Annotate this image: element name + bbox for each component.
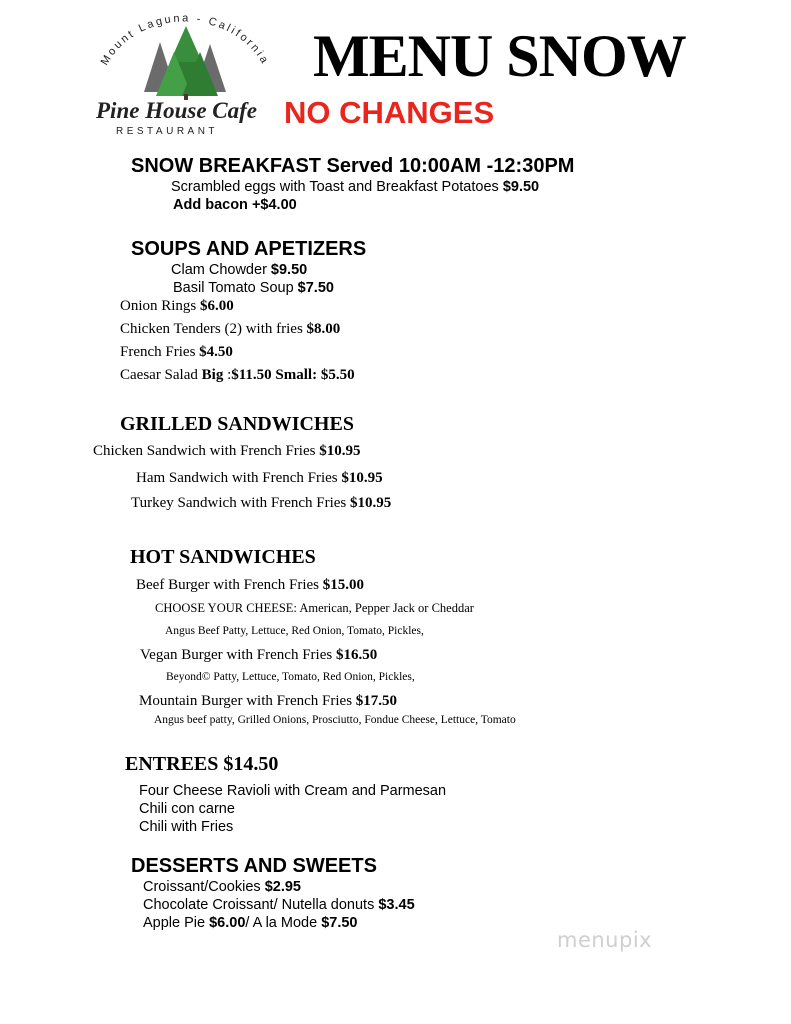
item-note: Angus Beef Patty, Lettuce, Red Onion, Tomato, Pickles, <box>165 625 424 637</box>
item-price: $10.95 <box>319 443 361 459</box>
menu-item <box>143 879 301 895</box>
item-name: Beef Burger with French Fries <box>136 577 323 593</box>
item-name: Onion Rings <box>120 298 201 314</box>
item-price: $6.00 <box>209 915 246 931</box>
section-heading-breakfast: SNOW BREAKFAST Served 10:00AM -12:30PM <box>131 155 575 177</box>
item-note: Angus beef patty, Grilled Onions, Prosciutto, Fondue Cheese, Lettuce, Tomato <box>154 714 516 726</box>
page-title: MENU SNOW <box>313 23 686 89</box>
item-price: $9.50 <box>502 179 540 195</box>
item-note: CHOOSE YOUR CHEESE: American, Pepper Jack or Cheddar <box>155 601 474 615</box>
item-name: French Fries <box>120 344 200 360</box>
item-name: Croissant/Cookies <box>143 879 265 895</box>
menu-item <box>120 298 234 315</box>
menu-item <box>120 321 340 338</box>
section-heading-desserts: DESSERTS AND SWEETS <box>131 855 377 877</box>
item-note: Beyond© Patty, Lettuce, Tomato, Red Onion, Pickles, <box>166 671 415 683</box>
item-price: $10.95 <box>350 495 392 511</box>
logo-subtitle: RESTAURANT <box>116 126 219 137</box>
item-price: $6.00 <box>200 298 234 314</box>
item-name: Turkey Sandwich with French Fries <box>131 495 351 511</box>
item-name: Chocolate Croissant/ Nutella donuts <box>143 897 379 913</box>
item-name: Caesar Salad <box>120 367 202 383</box>
item-separator: : <box>223 367 232 383</box>
restaurant-logo <box>82 12 282 142</box>
menu-item <box>143 897 415 913</box>
menu-item: Chili con carne <box>139 801 235 817</box>
logo-arc-text: Mount Laguna - California <box>98 12 272 68</box>
section-heading-soups: SOUPS AND APETIZERS <box>131 238 367 260</box>
item-price: $2.95 <box>264 879 301 895</box>
menu-item <box>173 197 297 213</box>
menu-item <box>120 344 233 361</box>
item-size-label: Big <box>201 367 224 383</box>
item-addon: Add bacon +$4.00 <box>173 197 297 213</box>
menu-item <box>171 179 539 195</box>
section-heading-entrees: ENTREES $14.50 <box>125 753 279 775</box>
item-price: $7.50 <box>321 915 358 931</box>
menu-item: Four Cheese Ravioli with Cream and Parmesan <box>139 783 447 799</box>
logo-name: Pine House Cafe <box>96 98 257 123</box>
menu-item <box>140 647 377 664</box>
menu-item <box>136 577 364 594</box>
section-heading-hot: HOT SANDWICHES <box>130 546 316 568</box>
section-heading-grilled: GRILLED SANDWICHES <box>120 413 354 435</box>
item-price: $11.50 Small: $5.50 <box>231 367 355 383</box>
item-name: Mountain Burger with French Fries <box>139 693 356 709</box>
item-name: Scrambled eggs with Toast and Breakfast Potatoes <box>171 179 503 195</box>
item-price: $17.50 <box>355 693 398 709</box>
item-price: $4.50 <box>199 344 233 360</box>
item-price: $15.00 <box>322 577 365 593</box>
menu-item <box>93 443 360 460</box>
item-price: $8.00 <box>306 321 341 337</box>
item-price: $10.95 <box>341 470 383 486</box>
watermark: menupix <box>557 928 653 952</box>
item-name: Ham Sandwich with French Fries <box>136 470 342 486</box>
item-name: Chicken Tenders (2) with fries <box>120 321 307 337</box>
item-name: / A la Mode <box>245 915 322 931</box>
menu-item: Chili with Fries <box>139 819 234 835</box>
item-price: $7.50 <box>297 280 334 296</box>
menu-item <box>171 262 307 278</box>
item-price: $9.50 <box>270 262 308 278</box>
item-name: Apple Pie <box>143 915 210 931</box>
item-name: Clam Chowder <box>171 262 271 278</box>
item-name: Vegan Burger with French Fries <box>140 647 336 663</box>
item-name: Basil Tomato Soup <box>173 280 298 296</box>
menu-item <box>139 693 397 710</box>
menu-item <box>136 470 383 487</box>
notice-no-changes: NO CHANGES <box>284 95 495 130</box>
item-price: $3.45 <box>378 897 415 913</box>
item-name: Chicken Sandwich with French Fries <box>93 443 320 459</box>
item-price: $16.50 <box>335 647 378 663</box>
menu-item <box>120 367 355 384</box>
menu-item <box>173 280 334 296</box>
menu-item <box>143 915 357 931</box>
menu-item <box>131 495 391 512</box>
